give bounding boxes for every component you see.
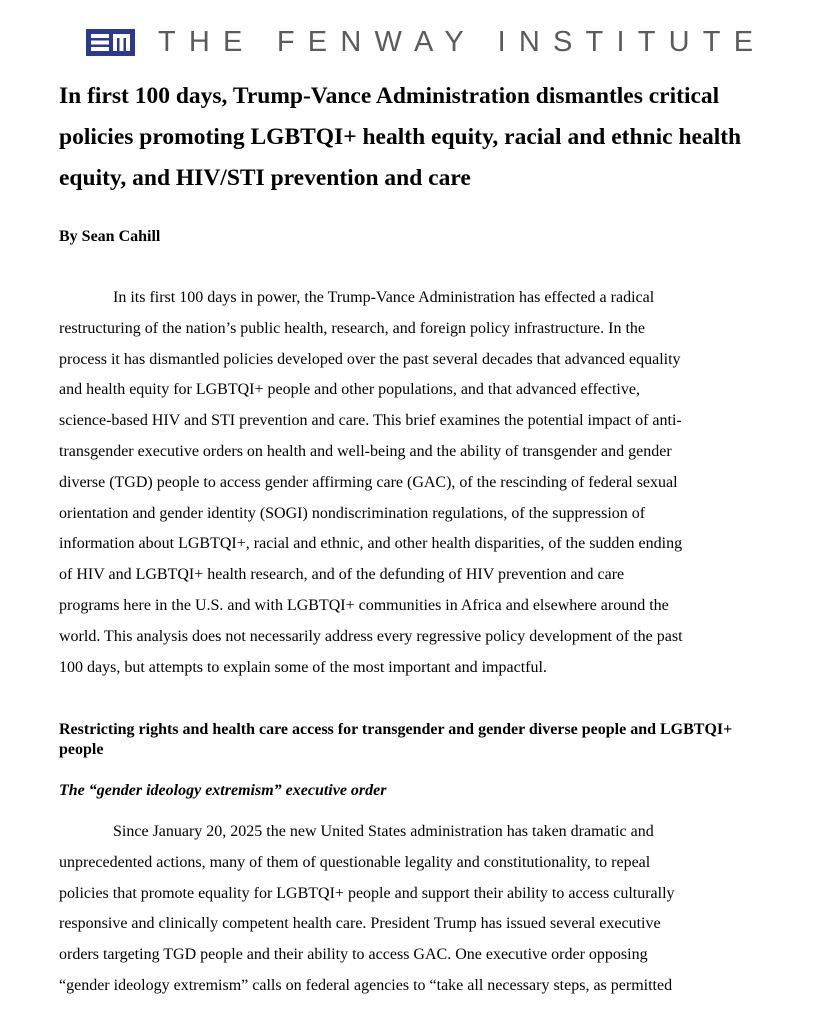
paragraph-line: unprecedented actions, many of them of questionable legality and constitutionality, to repeal <box>59 853 651 871</box>
paragraph-line: orders targeting TGD people and their ability to access GAC. One executive order opposing <box>59 946 648 964</box>
paragraph-line: “gender ideology extremism” calls on federal agencies to “take all necessary steps, as permitted <box>59 976 673 994</box>
page-header <box>0 24 813 60</box>
title-line: policies promoting LGBTQI+ health equity, racial and ethnic health <box>59 124 742 150</box>
article-title <box>59 76 779 199</box>
paragraph-line: Since January 20, 2025 the new United States administration has taken dramatic and <box>113 823 654 840</box>
paragraph-line: transgender executive orders on health and well-being and the ability of transgender and gender <box>59 442 672 460</box>
byline: By Sean Cahill <box>59 228 161 245</box>
title-line: In first 100 days, Trump-Vance Administration dismantles critical <box>59 83 720 109</box>
paragraph-line: restructuring of the nation’s public health, research, and foreign policy infrastructure. In the <box>59 319 646 337</box>
institute-name: THE FENWAY INSTITUTE <box>158 26 767 58</box>
paragraph-line: of HIV and LGBTQI+ health research, and of the defunding of HIV prevention and care <box>59 566 625 584</box>
paragraph-line: information about LGBTQI+, racial and ethnic, and other health disparities, of the sudden ending <box>59 535 683 553</box>
paragraph-line: policies that promote equality for LGBTQI+ people and support their ability to access culturally <box>59 884 675 902</box>
paragraph-line: diverse (TGD) people to access gender affirming care (GAC), of the rescinding of federal sexual <box>59 473 678 491</box>
paragraph-line: 100 days, but attempts to explain some of the most important and impactful. <box>59 658 547 676</box>
paragraph-line: In its first 100 days in power, the Trump-Vance Administration has effected a radical <box>113 289 655 306</box>
section-paragraph <box>59 817 675 1002</box>
title-line: equity, and HIV/STI prevention and care <box>59 165 471 191</box>
intro-paragraph <box>59 283 683 683</box>
section-heading: Restricting rights and health care access for transgender and gender diverse people and LGBTQI+ people <box>59 721 733 758</box>
paragraph-line: world. This analysis does not necessarily address every regressive policy development of the past <box>59 627 683 645</box>
paragraph-line: responsive and clinically competent health care. President Trump has issued several executive <box>59 915 661 933</box>
fenway-logo-icon <box>86 29 135 56</box>
paragraph-line: programs here in the U.S. and with LGBTQI+ communities in Africa and elsewhere around the <box>59 596 669 614</box>
paragraph-line: orientation and gender identity (SOGI) nondiscrimination regulations, of the suppression of <box>59 504 646 522</box>
paragraph-line: process it has dismantled policies developed over the past several decades that advanced equality <box>59 350 681 368</box>
paragraph-line: science-based HIV and STI prevention and care. This brief examines the potential impact of anti- <box>59 412 682 430</box>
paragraph-line: and health equity for LGBTQI+ people and other populations, and that advanced effective, <box>59 381 640 399</box>
subsection-heading: The “gender ideology extremism” executive order <box>59 782 387 799</box>
